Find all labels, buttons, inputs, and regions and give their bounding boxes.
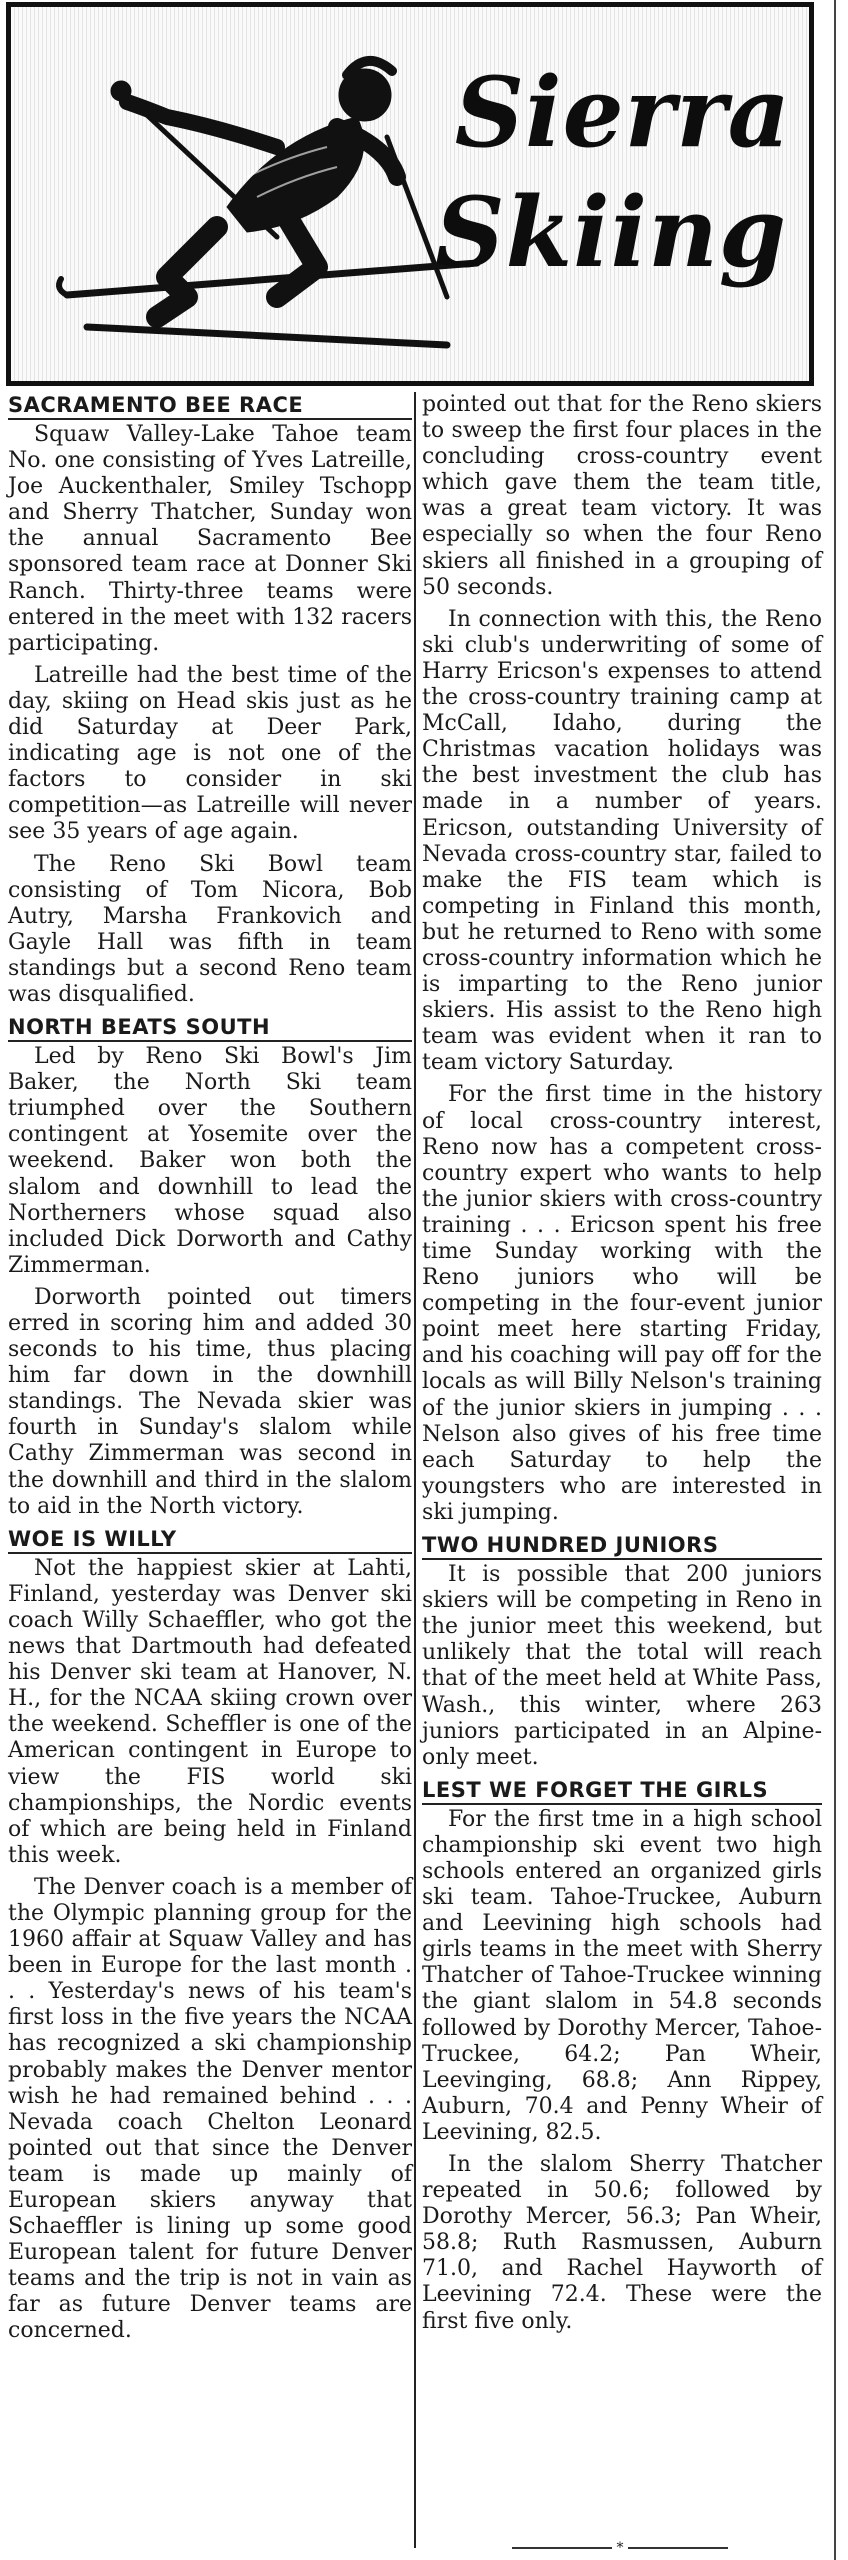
section-north-beats-south: [8, 1014, 412, 1520]
paragraph: The Denver coach is a member of the Olympic planning group for the 1960 affair at Squaw Valley and has been in Europe for the last month . . . Yesterday's news of his team's first loss in the five years the NCAA has recognized a ski championship probably makes the Denver mentor wish he had remained behind . . . Nevada coach Chelton Leonard pointed out that since the Denver team is made up mainly of European skiers anyway that Schaeffler is lining up some good European talent for future Denver teams and the trip is not in vain as far as future Denver teams are concerned.: [8, 1874, 412, 2344]
masthead-title-line2: Skiing: [435, 176, 787, 289]
paragraph: For the first time in the history of local cross-country interest, Reno now has a competent cross-country expert who wants to help the junior skiers with cross-country training . . . Ericson spent his free time Sunday working with the Reno juniors who will be competing in the four-event junior point meet here starting Friday, and his coaching will pay off for the locals as will Billy Nelson's training of the junior skiers in jumping . . . Nelson also gives of his free time each Saturday to help the youngsters who are interested in ski jumping.: [422, 1082, 822, 1525]
section-heading: TWO HUNDRED JUNIORS: [422, 1532, 822, 1560]
section-lest-we-forget-the-girls: [422, 1777, 822, 2335]
column-divider: [414, 392, 416, 2548]
paragraph: Squaw Valley-Lake Tahoe team No. one consisting of Yves Latreille, Joe Auckenthaler, Smiley Tschopp and Sherry Thatcher, Sunday won the annual Sacramento Bee sponsored team race at Donner Ski Ranch. Thirty-three teams were entered in the meet with 132 racers participating.: [8, 422, 412, 656]
paragraph: pointed out that for the Reno skiers to sweep the first four places in the concluding cross-country event which gave them the team title, was a great team victory. It was especially so when the four Reno skiers all finished in a grouping of 50 seconds.: [422, 392, 822, 600]
paragraph: Not the happiest skier at Lahti, Finland, yesterday was Denver ski coach Willy Schaeffler, who got the news that Dartmouth had defeated his Denver ski team at Hanover, N. H., for the NCAA skiing crown over the weekend. Scheffler is one of the American contingent in Europe to view the FIS world ski championships, the Nordic events of which are being held in Finland this week.: [8, 1555, 412, 1868]
section-two-hundred-juniors: [422, 1532, 822, 1771]
paragraph: In connection with this, the Reno ski club's underwriting of some of Harry Ericson's expenses to attend the cross-country training camp at McCall, Idaho, during the Christmas vacation holidays was the best investment the club has made in a number of years. Ericson, outstanding University of Nevada cross-country star, failed to make the FIS team which is competing in Finland this month, but he returned to Reno with some cross-country information which he is imparting to the Reno junior skiers. His assist to the Reno high team was evident when it ran to team victory Saturday.: [422, 606, 822, 1076]
masthead-title-line1: Sierra: [454, 56, 791, 169]
section-sacramento-bee-race: [8, 392, 412, 1008]
skier-illustration: [47, 27, 487, 367]
section-heading: WOE IS WILLY: [8, 1526, 412, 1554]
right-column: [422, 392, 822, 2341]
paragraph: Led by Reno Ski Bowl's Jim Baker, the North Ski team triumphed over the Southern contingent at Yosemite over the weekend. Baker won both the slalom and downhill to lead the Northerners whose squad also included Dick Dorworth and Cathy Zimmerman.: [8, 1044, 412, 1278]
section-heading: NORTH BEATS SOUTH: [8, 1014, 412, 1042]
masthead: [6, 2, 814, 386]
paragraph: Dorworth pointed out timers erred in scoring him and added 30 seconds to his time, thus placing him far down in the downhill standings. The Nevada skier was fourth in Sunday's slalom while Cathy Zimmerman was second in the downhill and third in the slalom to aid in the North victory.: [8, 1284, 412, 1519]
paragraph: The Reno Ski Bowl team consisting of Tom Nicora, Bob Autry, Marsha Frankovich and Gayle Hall was fifth in team standings but a second Reno team was disqualified.: [8, 851, 412, 1007]
paragraph: In the slalom Sherry Thatcher repeated in 50.6; followed by Dorothy Mercer, 56.3; Pan Wheir, 58.8; Ruth Rasmussen, Auburn 71.0, and Rachel Hayworth of Leevining 72.4. These were the first five only.: [422, 2152, 822, 2334]
paragraph: Latreille had the best time of the day, skiing on Head skis just as he did Saturday at Deer Park, indicating age is not one of the factors to consider in ski competition—as Latreille will never see 35 years of age again.: [8, 662, 412, 845]
left-column: [8, 392, 412, 2351]
end-mark-glyph: *: [616, 2540, 624, 2556]
end-mark: [470, 2540, 770, 2556]
section-heading: SACRAMENTO BEE RACE: [8, 392, 412, 420]
paragraph: It is possible that 200 juniors skiers will be competing in Reno in the junior meet this weekend, but unlikely that the total will reach that of the meet held at White Pass, Wash., this winter, where 263 juniors participated in an Alpine-only meet.: [422, 1562, 822, 1770]
section-heading: LEST WE FORGET THE GIRLS: [422, 1777, 822, 1805]
paragraph: For the first tme in a high school championship ski event two high schools entered an organized girls ski team. Tahoe-Truckee, Auburn and Leevining high schools had girls teams in the meet with Sherry Thatcher of Tahoe-Truckee winning the giant slalom in 54.8 seconds followed by Dorothy Mercer, Tahoe-Truckee, 64.2; Pan Wheir, Leevinging, 68.8; Ann Rippey, Auburn, 70.4 and Penny Wheir of Leevining, 82.5.: [422, 1806, 822, 2145]
section-woe-is-willy: [8, 1526, 412, 2345]
page-edge-rule: [834, 0, 836, 2560]
section-continued: [422, 392, 822, 1526]
